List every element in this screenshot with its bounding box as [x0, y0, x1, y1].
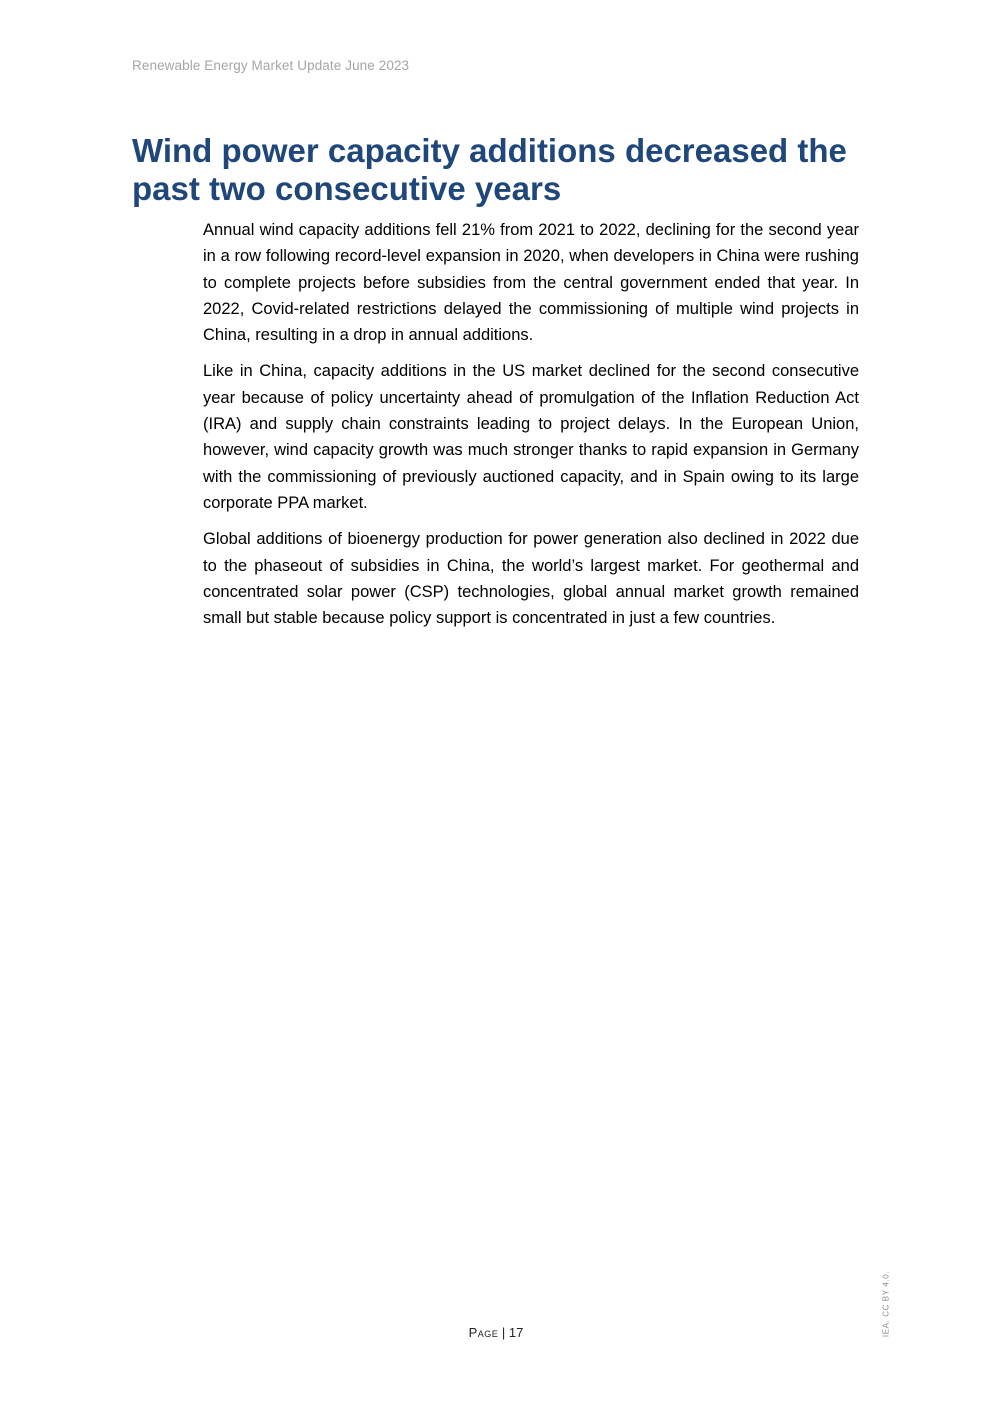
paragraph: Annual wind capacity additions fell 21% from 2021 to 2022, declining for the second year in a row following record-level expansion in 2020, when developers in China were rushing to complete projects before subsidies from the central government ended that year. In 2022, Covid-related restrictions delayed the commissioning of multiple wind projects in China, resulting in a drop in annual additions.: [203, 221, 859, 345]
page-label: Page: [468, 1325, 499, 1340]
page-footer: [0, 1325, 992, 1340]
running-header: Renewable Energy Market Update June 2023: [132, 58, 410, 73]
page-separator: |: [498, 1325, 509, 1340]
body-text: [203, 217, 859, 641]
page-number: 17: [508, 1325, 524, 1340]
paragraph: Global additions of bioenergy production for power generation also declined in 2022 due to the phaseout of subsidies in China, the world’s largest market. For geothermal and concentrated solar power (CSP) technologies, global annual market growth remained small but stable because policy support is concentrated in just a few countries.: [203, 530, 859, 628]
paragraph: Like in China, capacity additions in the US market declined for the second consecutive year because of policy uncertainty ahead of promulgation of the Inflation Reduction Act (IRA) and supply chain constraints leading to project delays. In the European Union, however, wind capacity growth was much stronger thanks to rapid expansion in Germany with the commissioning of previously auctioned capacity, and in Spain owing to its large corporate PPA market.: [203, 362, 859, 512]
license-credit-text: IEA. CC BY 4.0.: [881, 1270, 891, 1338]
section-heading: Wind power capacity additions decreased the past two consecutive years: [132, 132, 847, 207]
